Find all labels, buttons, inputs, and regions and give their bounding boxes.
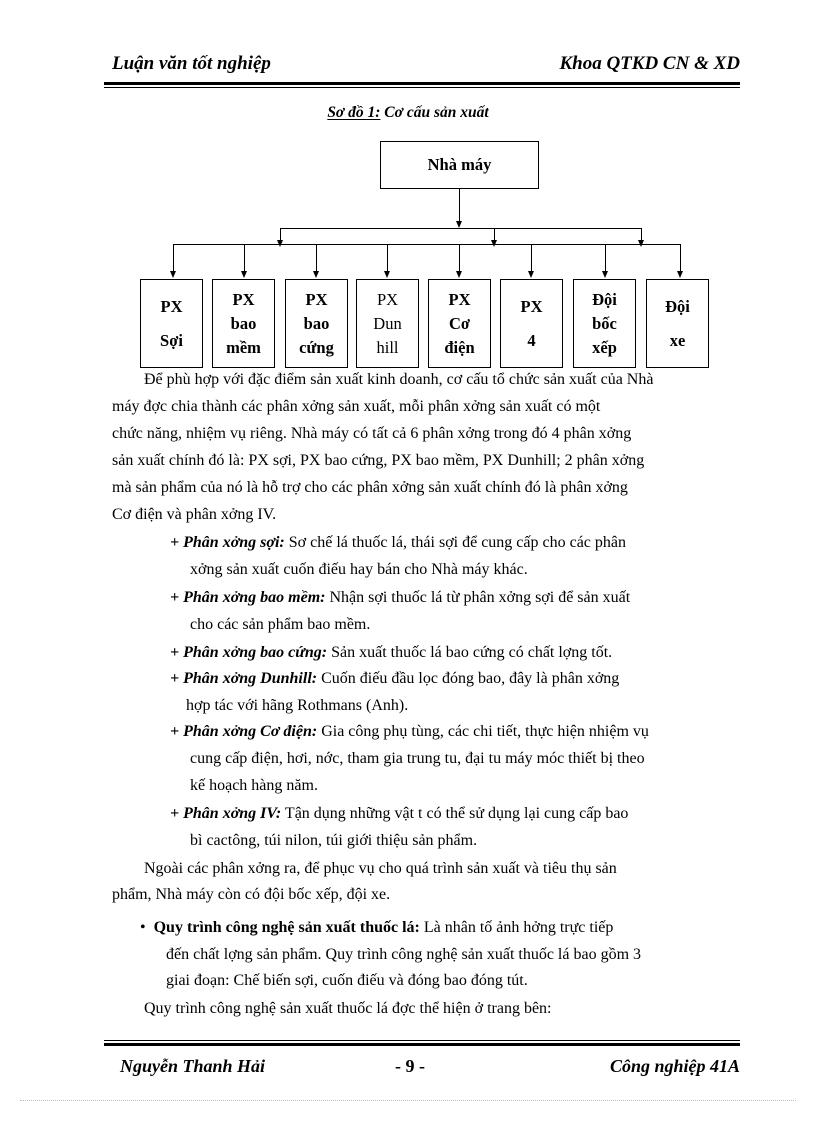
item-dunhill-text-1: Cuốn điếu đầu lọc đóng bao, đây là phân xởng (317, 670, 620, 687)
item-iv-text-1: Tận dụng những vật t có thể sử dụng lại cung cấp bao (281, 805, 629, 822)
footer-page-number: - 9 - (395, 1056, 425, 1076)
child-6-line-1: PX (520, 296, 543, 316)
p1-line-1: Để phù hợp với đặc điểm sản xuất kinh doanh, cơ cấu tổ chức sản xuất của Nhà (144, 371, 654, 388)
child-3-line-2: bao (303, 313, 330, 333)
item-dunhill (170, 670, 619, 688)
child-5-line-1: PX (448, 289, 471, 309)
connector-upper-bus (280, 228, 642, 229)
child-4-line-3: hill (376, 337, 399, 357)
bullet-process-label: Quy trình công nghệ sản xuất thuốc lá: (153, 919, 420, 936)
arrow-drop-3 (313, 271, 319, 278)
arrow-root (456, 221, 462, 228)
drop-1 (173, 244, 174, 272)
child-2-line-1: PX (232, 289, 255, 309)
diagram-caption-text: Cơ cấu sản xuất (380, 104, 489, 121)
header-left: Luận văn tốt nghiệp (112, 53, 271, 74)
child-2-line-2: bao (230, 313, 257, 333)
child-8-line-2: xe (669, 330, 686, 350)
p2-line-2: phẩm, Nhà máy còn có đội bốc xếp, đội xe. (112, 886, 391, 903)
child-7-line-3: xếp (592, 337, 617, 357)
child-4-line-1: PX (376, 289, 399, 309)
diagram-child-box-7 (573, 279, 636, 368)
drop-4 (387, 244, 388, 272)
child-8-line-1: Đội (665, 296, 690, 316)
child-7-line-2: bốc (592, 313, 617, 333)
page-bottom-dotted-line (20, 1100, 796, 1101)
footer-rule-thick (104, 1043, 740, 1046)
arrow-left-link (277, 240, 283, 247)
child-1-line-2: Sợi (160, 330, 183, 350)
item-soi (170, 534, 626, 552)
child-7-line-1: Đội (592, 289, 617, 309)
bullet-process-text-3: giai đoạn: Chế biến sợi, cuốn điếu và đóng bao đóng tút. (166, 972, 528, 989)
item-soi-text-1: Sơ chế lá thuốc lá, thái sợi để cung cấp cho các phân (284, 534, 627, 551)
diagram-child-box-4 (356, 279, 419, 368)
child-6-line-2: 4 (527, 330, 536, 350)
item-dunhill-text-2: hợp tác với hãng Rothmans (Anh). (186, 697, 409, 714)
item-bao-mem-text-1: Nhận sợi thuốc lá từ phân xởng sợi để sản xuất (325, 589, 631, 606)
drop-7 (605, 244, 606, 272)
footer-author: Nguyễn Thanh Hải (120, 1056, 266, 1076)
arrow-drop-2 (241, 271, 247, 278)
p1-line-5: mà sản phẩm của nó là hỗ trợ cho các phân xởng sản xuất chính đó là phân xởng (112, 479, 628, 496)
item-co-dien-label: + Phân xởng Cơ điện: (170, 723, 318, 740)
child-3-line-3: cứng (299, 337, 334, 357)
connector-root-down (459, 189, 460, 223)
bullet-process (140, 919, 613, 937)
item-dunhill-label: + Phân xởng Dunhill: (170, 670, 318, 687)
header-rule-thin (104, 87, 740, 88)
child-1-line-1: PX (160, 296, 183, 316)
p2-line-1: Ngoài các phân xởng ra, để phục vụ cho quá trình sản xuất và tiêu thụ sản (144, 860, 617, 877)
item-co-dien-text-3: kế hoạch hàng năm. (190, 777, 318, 794)
bullet-process-text-1: Là nhân tố ảnh hởng trực tiếp (419, 919, 614, 936)
bullet-dot-icon: • (140, 919, 146, 936)
drop-2 (244, 244, 245, 272)
diagram-child-box-3 (285, 279, 348, 368)
drop-5 (459, 244, 460, 272)
diagram-child-box-6 (500, 279, 563, 368)
arrow-mid-link (491, 240, 497, 247)
item-bao-mem-label: + Phân xởng bao mềm: (170, 589, 326, 606)
item-iv (170, 805, 628, 823)
drop-3 (316, 244, 317, 272)
connector-lower-bus (173, 244, 680, 245)
item-bao-mem (170, 589, 630, 607)
p1-line-2: máy đợc chia thành các phân xởng sản xuất, mỗi phân xởng sản xuất có một (112, 398, 601, 415)
item-bao-cung (170, 644, 612, 662)
arrow-drop-6 (528, 271, 534, 278)
diagram-caption-label: Sơ đồ 1: (327, 104, 381, 121)
item-co-dien (170, 723, 649, 741)
child-5-line-2: Cơ (448, 313, 471, 333)
arrow-right-link (638, 240, 644, 247)
child-5-line-3: điện (444, 337, 475, 357)
item-iv-text-2: bì cactông, túi nilon, túi giới thiệu sản phẩm. (190, 832, 478, 849)
p1-line-4: sản xuất chính đó là: PX sợi, PX bao cứng, PX bao mềm, PX Dunhill; 2 phân xởng (112, 452, 645, 469)
header-right: Khoa QTKD CN & XD (559, 53, 740, 74)
item-bao-cung-text-1: Sản xuất thuốc lá bao cứng có chất lợng tốt. (327, 644, 613, 661)
child-4-line-2: Dun (373, 313, 402, 333)
diagram-root-label: Nhà máy (427, 155, 492, 174)
p1-line-3: chức năng, nhiệm vụ riêng. Nhà máy có tất cả 6 phân xởng trong đó 4 phân xởng (112, 425, 632, 442)
bullet-process-text-2: đến chất lợng sản phẩm. Quy trình công nghệ sản xuất thuốc lá bao gồm 3 (166, 946, 642, 963)
diagram-child-box-8 (646, 279, 709, 368)
arrow-drop-5 (456, 271, 462, 278)
drop-8 (680, 244, 681, 272)
arrow-drop-7 (602, 271, 608, 278)
diagram-caption (0, 104, 816, 122)
diagram-root-box (380, 141, 539, 189)
diagram-child-box-1 (140, 279, 203, 368)
p1-line-6: Cơ điện và phân xởng IV. (112, 506, 277, 523)
item-bao-cung-label: + Phân xởng bao cứng: (170, 644, 328, 661)
header-rule-thick (104, 82, 740, 85)
item-soi-text-2: xởng sản xuất cuốn điếu hay bán cho Nhà máy khác. (190, 561, 528, 578)
item-bao-mem-text-2: cho các sản phẩm bao mềm. (190, 616, 371, 633)
footer-class: Công nghiệp 41A (609, 1056, 740, 1076)
diagram-child-box-2 (212, 279, 275, 368)
drop-6 (531, 244, 532, 272)
footer-rule-thin (104, 1040, 740, 1041)
arrow-drop-8 (677, 271, 683, 278)
p3-line-1: Quy trình công nghệ sản xuất thuốc lá đợc thể hiện ở trang bên: (144, 1000, 552, 1017)
arrow-drop-4 (384, 271, 390, 278)
item-co-dien-text-2: cung cấp điện, hơi, nớc, tham gia trung tu, đại tu máy móc thiết bị theo (190, 750, 645, 767)
child-2-line-3: mềm (226, 337, 261, 357)
item-soi-label: + Phân xởng sợi: (170, 534, 285, 551)
item-co-dien-text-1: Gia công phụ tùng, các chi tiết, thực hiện nhiệm vụ (317, 723, 649, 740)
item-iv-label: + Phân xởng IV: (170, 805, 282, 822)
diagram-child-box-5 (428, 279, 491, 368)
child-3-line-1: PX (305, 289, 328, 309)
arrow-drop-1 (170, 271, 176, 278)
